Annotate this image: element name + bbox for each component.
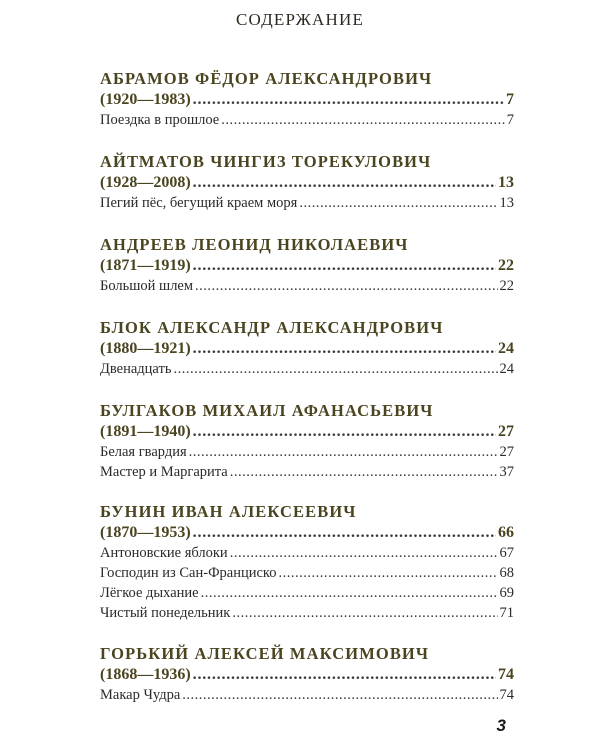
work-title: Лёгкое дыхание xyxy=(100,585,199,601)
author-years: (1868—1936) xyxy=(100,666,191,683)
dot-leader xyxy=(201,583,498,603)
toc-entry[interactable] xyxy=(100,543,514,563)
page-number-footer: 3 xyxy=(496,716,506,735)
dot-leader xyxy=(221,110,505,130)
page-number: 27 xyxy=(499,444,514,460)
work-title: Большой шлем xyxy=(100,278,194,294)
dot-leader xyxy=(189,442,498,462)
page-number: 71 xyxy=(499,605,514,621)
toc-entry[interactable] xyxy=(100,583,514,603)
author-years: (1871—1919) xyxy=(100,257,191,274)
author-years: (1880—1921) xyxy=(100,340,191,357)
author-name[interactable]: АБРАМОВ ФЁДОР АЛЕКСАНДРОВИЧ xyxy=(100,69,433,88)
page-number: 24 xyxy=(498,340,514,357)
page-number: 37 xyxy=(499,464,514,480)
page-number: 68 xyxy=(499,565,514,581)
work-title: Чистый понедельник xyxy=(100,605,231,621)
toc-author-bunin xyxy=(100,501,514,643)
work-title: Пегий пёс, бегущий краем моря xyxy=(100,195,298,211)
page-number: 74 xyxy=(498,666,514,683)
author-years-line[interactable] xyxy=(100,422,514,442)
toc-entry[interactable] xyxy=(100,462,514,482)
toc-author-abramov xyxy=(100,68,514,151)
author-years: (1920—1983) xyxy=(100,91,191,108)
author-years-line[interactable] xyxy=(100,173,514,193)
work-title: Антоновские яблоки xyxy=(100,545,228,561)
page-number: 22 xyxy=(499,278,514,294)
toc-entry[interactable] xyxy=(100,276,514,296)
author-name[interactable]: БУЛГАКОВ МИХАИЛ АФАНАСЬЕВИЧ xyxy=(100,401,434,420)
page-number: 69 xyxy=(499,585,514,601)
toc-entry[interactable] xyxy=(100,193,514,213)
dot-leader xyxy=(182,685,497,705)
page-number: 7 xyxy=(506,91,514,108)
dot-leader xyxy=(279,563,498,583)
toc-entry[interactable] xyxy=(100,603,514,623)
work-title: Поездка в прошлое xyxy=(100,112,220,128)
dot-leader xyxy=(173,359,497,379)
page-number: 13 xyxy=(499,195,514,211)
author-name[interactable]: АЙТМАТОВ ЧИНГИЗ ТОРЕКУЛОВИЧ xyxy=(100,152,432,171)
work-title: Мастер и Маргарита xyxy=(100,464,228,480)
dot-leader xyxy=(193,90,504,110)
dot-leader xyxy=(232,603,497,623)
toc-author-bulgakov xyxy=(100,400,514,501)
author-years-line[interactable] xyxy=(100,256,514,276)
author-name[interactable]: БЛОК АЛЕКСАНДР АЛЕКСАНДРОВИЧ xyxy=(100,318,444,337)
dot-leader xyxy=(193,523,496,543)
work-title: Господин из Сан-Франциско xyxy=(100,565,277,581)
dot-leader xyxy=(193,422,496,442)
page-number: 7 xyxy=(506,112,514,128)
dot-leader xyxy=(193,665,496,685)
page-number: 66 xyxy=(498,524,514,541)
page-number: 74 xyxy=(499,687,514,703)
toc-entry[interactable] xyxy=(100,685,514,705)
toc-entry[interactable] xyxy=(100,563,514,583)
toc-author-andreev xyxy=(100,234,514,317)
page-number: 27 xyxy=(498,423,514,440)
work-title: Белая гвардия xyxy=(100,444,187,460)
work-title: Макар Чудра xyxy=(100,687,181,703)
table-of-contents xyxy=(100,68,514,726)
page-number: 13 xyxy=(498,174,514,191)
author-years-line[interactable] xyxy=(100,339,514,359)
toc-entry[interactable] xyxy=(100,110,514,130)
toc-author-aitmatov xyxy=(100,151,514,234)
work-title: Двенадцать xyxy=(100,361,172,377)
author-years: (1928—2008) xyxy=(100,174,191,191)
page-number: 67 xyxy=(499,545,514,561)
dot-leader xyxy=(299,193,497,213)
author-years: (1870—1953) xyxy=(100,524,191,541)
author-name[interactable]: БУНИН ИВАН АЛЕКСЕЕВИЧ xyxy=(100,502,357,521)
page-number: 24 xyxy=(499,361,514,377)
author-years-line[interactable] xyxy=(100,665,514,685)
toc-author-blok xyxy=(100,317,514,400)
dot-leader xyxy=(230,462,498,482)
dot-leader xyxy=(195,276,497,296)
dot-leader xyxy=(193,256,496,276)
dot-leader xyxy=(193,173,496,193)
author-years: (1891—1940) xyxy=(100,423,191,440)
toc-entry[interactable] xyxy=(100,359,514,379)
toc-entry[interactable] xyxy=(100,442,514,462)
author-name[interactable]: ГОРЬКИЙ АЛЕКСЕЙ МАКСИМОВИЧ xyxy=(100,644,430,663)
author-name[interactable]: АНДРЕЕВ ЛЕОНИД НИКОЛАЕВИЧ xyxy=(100,235,409,254)
dot-leader xyxy=(230,543,498,563)
page-number: 22 xyxy=(498,257,514,274)
toc-author-gorky xyxy=(100,643,514,726)
author-years-line[interactable] xyxy=(100,90,514,110)
page-title: СОДЕРЖАНИЕ xyxy=(235,10,365,29)
author-years-line[interactable] xyxy=(100,523,514,543)
dot-leader xyxy=(193,339,496,359)
